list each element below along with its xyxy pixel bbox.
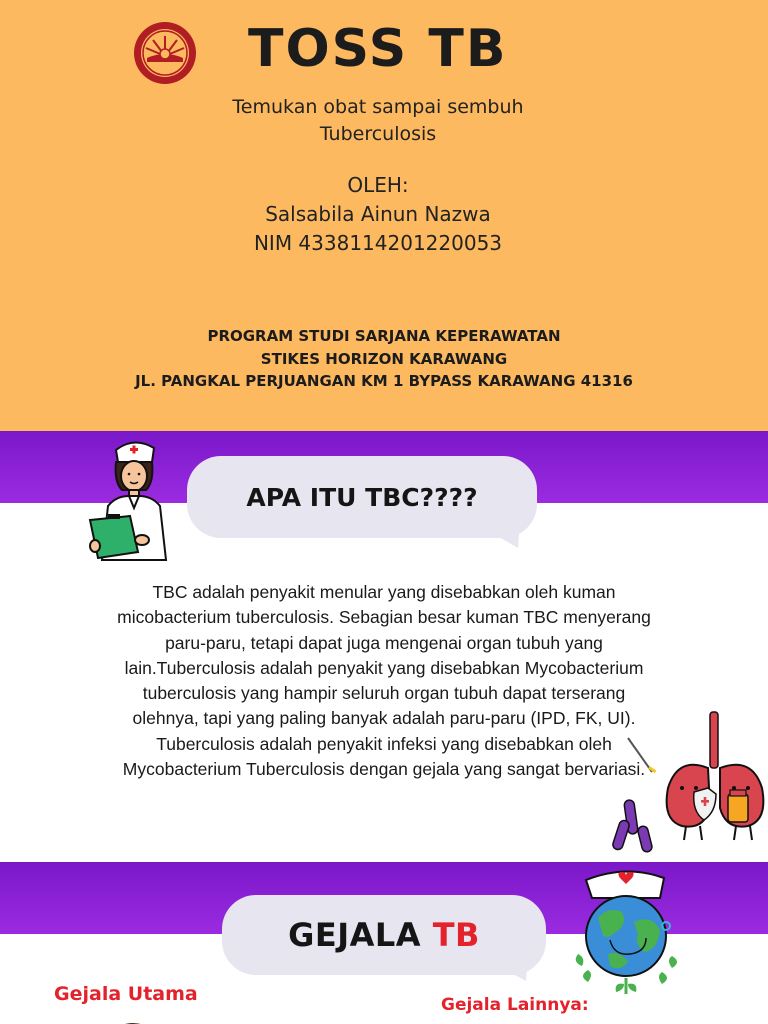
program-line: PROGRAM STUDI SARJANA KEPERAWATAN: [207, 327, 561, 345]
speech-bubble-tail: [478, 955, 528, 981]
section-heading: APA ITU TBC????: [246, 482, 478, 512]
program-line: JL. PANGKAL PERJUANGAN KM 1 BYPASS KARAWANG 41316: [135, 372, 633, 390]
paragraph-line: Mycobacterium Tuberculosis dengan gejala yang sangat bervariasi.: [122, 759, 646, 780]
earth-nurse-illustration: [568, 866, 686, 998]
college-seal-logo: [131, 20, 199, 86]
subheading-main-symptoms: Gejala Utama: [54, 983, 198, 1005]
program-line: STIKES HORIZON KARAWANG: [260, 349, 508, 368]
speech-bubble-tail: [470, 520, 520, 548]
tagline-line: Tuberculosis: [319, 123, 437, 145]
paragraph-line: lain.Tuberculosis adalah penyakit yang disebabkan Mycobacterium: [124, 657, 644, 678]
tagline: [184, 94, 572, 148]
paragraph-line: TBC adalah penyakit menular yang disebabkan oleh kuman: [152, 582, 616, 602]
subheading-other-symptoms: Gejala Lainnya:: [441, 995, 589, 1015]
author-nim: NIM 4338114201220053: [253, 231, 503, 255]
bacteria-icon: [612, 799, 653, 852]
paragraph-line: olehnya, tapi yang paling banyak adalah paru-paru (IPD, FK, UI).: [132, 708, 636, 729]
paragraph-line: micobacterium tuberculosis. Sebagian besar kuman TBC menyerang: [117, 607, 651, 628]
section-paragraph: [96, 580, 672, 782]
heading-highlight: TB: [432, 916, 480, 954]
oleh-label: OLEH:: [347, 173, 409, 197]
paragraph-line: Tuberculosis adalah penyakit infeksi yang disebabkan oleh: [156, 733, 612, 754]
page-title: TOSS TB: [248, 19, 508, 79]
header-section: [0, 0, 768, 432]
program-info: [80, 325, 688, 393]
lungs-illustration: [612, 708, 768, 858]
author-block: [184, 171, 572, 258]
paragraph-line: tuberculosis yang hampir seluruh organ tubuh dapat terserang: [142, 683, 626, 704]
paragraph-line: paru-paru, tetapi dapat juga mengenai organ tubuh yang: [165, 632, 603, 653]
author-name: Salsabila Ainun Nazwa: [265, 202, 491, 226]
nurse-illustration: [86, 436, 182, 564]
illustration-fragment: [108, 1018, 158, 1024]
heading-part: GEJALA: [288, 916, 433, 954]
tagline-line: Temukan obat sampai sembuh: [232, 96, 524, 118]
section-heading: [288, 916, 480, 954]
